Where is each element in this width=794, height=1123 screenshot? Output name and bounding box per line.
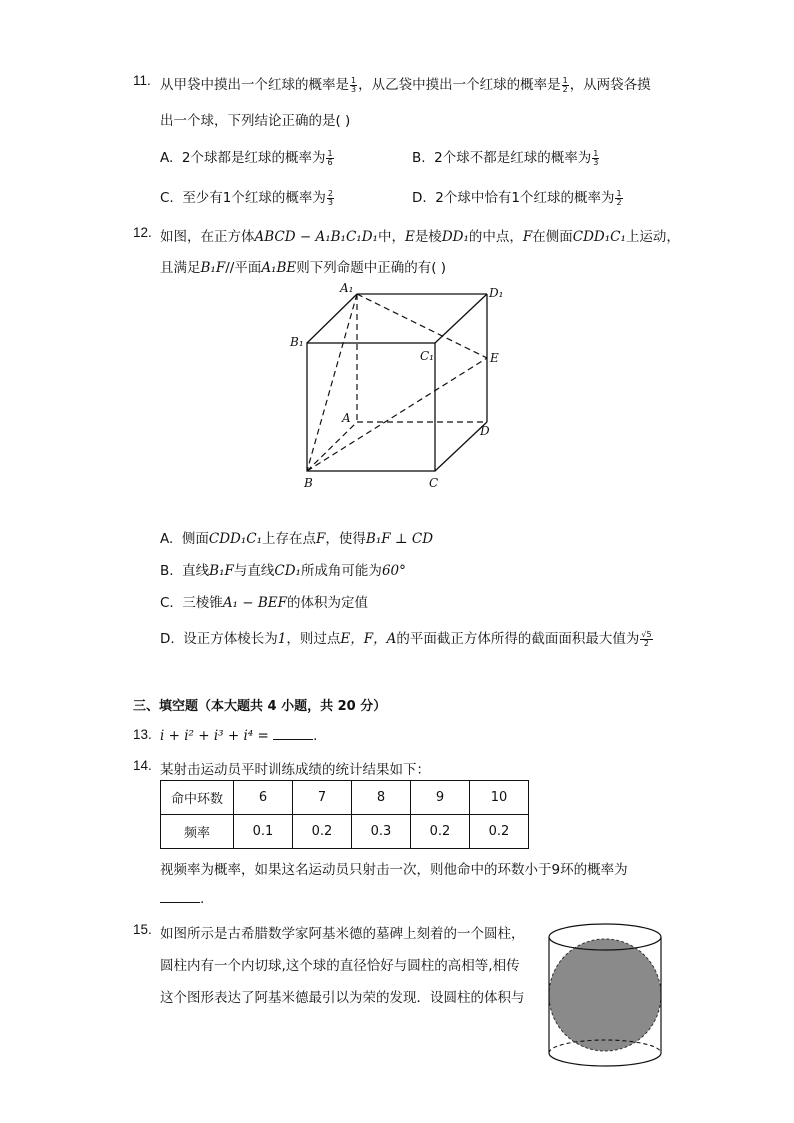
q12-text: 如图，在正方体 <box>160 229 255 245</box>
option-text: 与直线 <box>233 563 275 579</box>
option-math: F <box>316 531 326 547</box>
option-label: B. <box>412 150 426 166</box>
table-cell: 0.2 <box>293 815 352 849</box>
q12-text: 则下列命题中正确的有( ) <box>296 260 447 276</box>
answer-blank[interactable] <box>273 727 313 740</box>
q12-text: 且满足 <box>160 260 201 276</box>
q13-expression: i + i² + i³ + i⁴ = <box>160 728 269 744</box>
label-a: A <box>342 411 351 425</box>
table-header-cell: 命中环数 <box>161 781 234 815</box>
q11-fraction-1: $\frac{1}{3}$ <box>351 75 357 94</box>
option-label: A. <box>160 531 174 547</box>
option-fraction: $\frac{1}{3}$ <box>593 148 599 167</box>
option-label: B. <box>160 563 174 579</box>
option-math: E，F，A <box>340 631 397 647</box>
table-cell: 6 <box>234 781 293 815</box>
q14-period: . <box>200 891 205 907</box>
label-b: B <box>304 476 313 490</box>
q12-text: 中， <box>377 229 405 245</box>
q12-line2 <box>160 256 446 276</box>
label-c: C <box>429 476 439 490</box>
q12-option-b <box>160 559 406 579</box>
option-label: A. <box>160 150 174 166</box>
q11-line2: 出一个球，下列结论正确的是( ) <box>160 113 351 129</box>
option-text: 侧面 <box>181 531 209 547</box>
table-cell: 0.2 <box>411 815 470 849</box>
table-header-cell: 频率 <box>161 815 234 849</box>
q13-number: 13. <box>133 727 152 742</box>
table-cell: 0.2 <box>470 815 529 849</box>
line-a1-b <box>307 294 357 471</box>
q14-text: 某射击运动员平时训练成绩的统计结果如下： <box>160 762 430 778</box>
table-row <box>161 781 529 815</box>
option-math: CD₁ <box>274 563 301 579</box>
option-label: D. <box>412 190 427 206</box>
option-text: 的平面截正方体所得的截面面积最大值为 <box>396 631 640 647</box>
line-a1-e <box>357 294 487 358</box>
q12-text: 是棱 <box>414 229 442 245</box>
q11-text-b: ，从乙袋中摸出一个红球的概率是 <box>358 77 561 93</box>
q14-number: 14. <box>133 758 152 773</box>
table-row <box>161 815 529 849</box>
option-math: 1 <box>277 631 287 647</box>
q15-number: 15. <box>133 922 152 937</box>
label-d1: D₁ <box>489 286 504 300</box>
q12-edge-dd1: DD₁ <box>441 229 469 245</box>
option-math: B₁F <box>209 563 234 579</box>
option-text: 上存在点 <box>262 531 317 547</box>
q12-option-d <box>160 627 654 648</box>
q12-segment: B₁F <box>200 260 226 276</box>
line-b-e <box>307 358 487 471</box>
q15-line-2: 圆柱内有一个内切球,这个球的直径恰好与圆柱的高相等,相传 <box>160 958 520 974</box>
option-fraction: $\frac{1}{2}$ <box>616 188 622 207</box>
q15-line-1: 如图所示是古希腊数学家阿基米德的墓碑上刻着的一个圆柱， <box>160 926 525 942</box>
inscribed-sphere <box>549 939 661 1051</box>
answer-blank[interactable] <box>160 890 200 903</box>
table-cell: 7 <box>293 781 352 815</box>
q12-number: 12. <box>133 225 152 240</box>
q12-text: 的中点， <box>468 229 523 245</box>
option-fraction: $\frac{√5}{2}$ <box>641 629 652 648</box>
option-label: C. <box>160 190 174 206</box>
q11-option-a <box>160 146 335 167</box>
option-text: 三棱锥 <box>182 595 223 611</box>
q12-line1 <box>160 225 680 245</box>
q11-text-a: 从甲袋中摸出一个红球的概率是 <box>160 77 349 93</box>
q12-text: 上运动， <box>625 229 680 245</box>
cylinder-bottom-front <box>549 1053 661 1066</box>
q13-line <box>160 727 317 744</box>
table-cell: 0.1 <box>234 815 293 849</box>
label-a1: A₁ <box>340 281 354 295</box>
table-cell: 9 <box>411 781 470 815</box>
q11-number: 11. <box>133 73 151 88</box>
label-c1: C₁ <box>420 349 434 363</box>
q11-option-c <box>160 186 335 207</box>
option-text: 所成角可能为 <box>300 563 382 579</box>
cylinder-top <box>549 924 661 950</box>
option-text: 的体积为定值 <box>287 595 369 611</box>
q11-text-c: ，从两袋各摸 <box>569 77 651 93</box>
frequency-table <box>160 780 529 849</box>
q12-point-e: E <box>404 229 415 245</box>
front-face <box>307 343 435 471</box>
option-text: 至少有1个红球的概率为 <box>182 190 326 206</box>
option-label: C. <box>160 595 174 611</box>
option-fraction: $\frac{2}{3}$ <box>327 188 333 207</box>
q12-option-a <box>160 527 433 547</box>
q11-fraction-2: $\frac{1}{2}$ <box>562 75 568 94</box>
option-text: 直线 <box>182 563 210 579</box>
q11-option-b <box>412 146 600 167</box>
option-label: D. <box>160 631 175 647</box>
label-b1: B₁ <box>290 335 304 349</box>
q12-text: 在侧面 <box>532 229 573 245</box>
label-d: D <box>480 424 490 438</box>
q12-option-c <box>160 591 368 611</box>
q14-answer-line <box>160 890 204 907</box>
q12-cube-name: ABCD − A₁B₁C₁D₁ <box>254 229 378 245</box>
q14-after-text: 视频率为概率，如果这名运动员只射击一次，则他命中的环数小于9环的概率为 <box>160 862 628 878</box>
q13-period: . <box>313 728 318 744</box>
option-math: B₁F ⊥ CD <box>365 531 434 547</box>
q12-text: //平面 <box>225 260 262 276</box>
table-cell: 0.3 <box>352 815 411 849</box>
option-text: ，使得 <box>325 531 366 547</box>
hidden-edge-b-a <box>307 422 357 471</box>
label-e: E <box>490 351 499 365</box>
option-math: 60° <box>381 563 406 579</box>
q11-option-d <box>412 186 624 207</box>
cylinder-bottom-back <box>549 1040 661 1053</box>
q11-line1 <box>160 73 651 94</box>
option-text: 2个球不都是红球的概率为 <box>434 150 592 166</box>
edge-c-d <box>435 422 487 471</box>
q12-face: CDD₁C₁ <box>572 229 626 245</box>
table-cell: 10 <box>470 781 529 815</box>
option-text: 2个球都是红球的概率为 <box>181 150 326 166</box>
option-text: 2个球中恰有1个红球的概率为 <box>435 190 615 206</box>
option-text: ，则过点 <box>286 631 341 647</box>
section-heading: 三、填空题（本大题共 4 小题，共 20 分） <box>133 699 387 714</box>
edge-b1-a1 <box>307 294 357 343</box>
q15-line-3: 这个图形表达了阿基米德最引以为荣的发现．设圆柱的体积与 <box>160 990 525 1006</box>
option-math: CDD₁C₁ <box>208 531 263 547</box>
q12-point-f: F <box>522 229 533 245</box>
table-cell: 8 <box>352 781 411 815</box>
option-math: A₁ − BEF <box>222 595 288 611</box>
option-text: 设正方体棱长为 <box>183 631 278 647</box>
option-fraction: $\frac{1}{6}$ <box>327 148 333 167</box>
edge-c1-d1 <box>435 294 487 343</box>
q12-plane: A₁BE <box>261 260 297 276</box>
